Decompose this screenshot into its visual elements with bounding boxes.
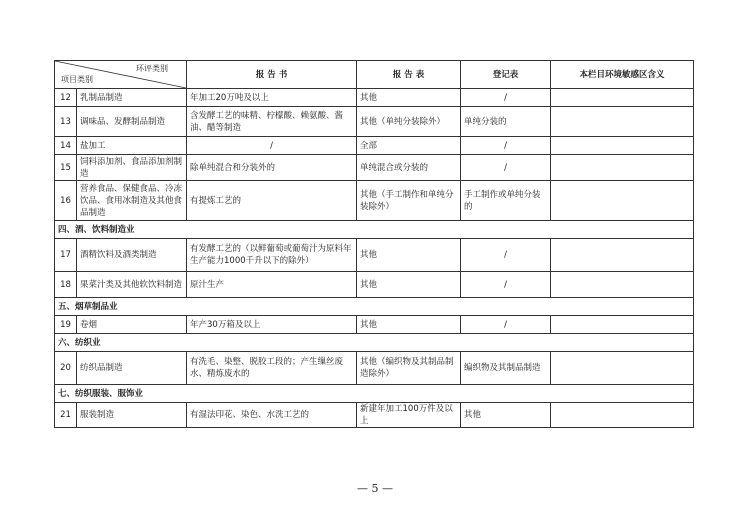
row-number: 14 (55, 137, 77, 155)
page-number: — 5 — (357, 482, 393, 495)
row-number: 13 (55, 107, 77, 137)
register-table-cell: / (461, 272, 551, 298)
row-number: 18 (55, 272, 77, 298)
table-row (55, 155, 694, 181)
table-row (55, 239, 694, 272)
sensitive-area-cell (551, 239, 694, 272)
eia-category-label: 环评类别 (136, 64, 168, 73)
register-table-cell: / (461, 89, 551, 107)
sensitive-area-cell (551, 272, 694, 298)
diagonal-header-cell (55, 61, 187, 89)
register-table-cell: / (461, 316, 551, 334)
header-row (55, 61, 694, 89)
report-book-cell: / (187, 137, 357, 155)
table-row (55, 107, 694, 137)
report-table-cell: 其他（编织物及其制品制造除外） (357, 352, 461, 385)
row-number: 12 (55, 89, 77, 107)
register-table-header: 登记表 (461, 61, 551, 89)
project-category: 纺织品制造 (77, 352, 187, 385)
row-number: 21 (55, 403, 77, 428)
report-table-cell: 新建年加工100万件及以上 (357, 403, 461, 428)
sensitive-area-cell (551, 181, 694, 221)
report-book-cell: 年产30万箱及以上 (187, 316, 357, 334)
report-book-header: 报 告 书 (187, 61, 357, 89)
project-category: 饲料添加剂、食品添加剂制造 (77, 155, 187, 181)
report-table-cell: 其他（手工制作和单纯分装除外） (357, 181, 461, 221)
register-table-cell: / (461, 155, 551, 181)
project-category: 乳制品制造 (77, 89, 187, 107)
project-category: 果菜汁类及其他软饮料制造 (77, 272, 187, 298)
section-header-row (55, 334, 694, 352)
sensitive-area-cell (551, 403, 694, 428)
register-table-cell: / (461, 239, 551, 272)
report-table-cell: 单纯混合或分装的 (357, 155, 461, 181)
table-row (55, 181, 694, 221)
report-book-cell: 有提炼工艺的 (187, 181, 357, 221)
register-table-cell: 单纯分装的 (461, 107, 551, 137)
report-book-cell: 有洗毛、染整、脱胶工段的；产生缫丝废水、精炼废水的 (187, 352, 357, 385)
table-body (55, 61, 694, 428)
report-table-cell: 其他 (357, 272, 461, 298)
report-book-cell: 有发酵工艺的（以鲜葡萄或葡萄汁为原料年生产能力1000千升以下的除外） (187, 239, 357, 272)
sensitive-area-cell (551, 155, 694, 181)
sensitive-area-cell (551, 352, 694, 385)
report-table-cell: 其他 (357, 89, 461, 107)
register-table-cell: 其他 (461, 403, 551, 428)
sensitive-area-header: 本栏目环境敏感区含义 (551, 61, 694, 89)
project-category: 酒精饮料及酒类制造 (77, 239, 187, 272)
table-row (55, 403, 694, 428)
eia-category-table (54, 60, 694, 428)
project-category: 盐加工 (77, 137, 187, 155)
sensitive-area-cell (551, 316, 694, 334)
register-table-cell: 编织物及其制品制造 (461, 352, 551, 385)
report-book-cell: 原汁生产 (187, 272, 357, 298)
section-title: 四、酒、饮料制造业 (55, 221, 694, 239)
report-table-cell: 其他 (357, 316, 461, 334)
section-header-row (55, 385, 694, 403)
table-row (55, 352, 694, 385)
report-table-cell: 全部 (357, 137, 461, 155)
row-number: 17 (55, 239, 77, 272)
project-category: 调味品、发酵制品制造 (77, 107, 187, 137)
report-book-cell: 除单纯混合和分装外的 (187, 155, 357, 181)
sensitive-area-cell (551, 137, 694, 155)
section-header-row (55, 221, 694, 239)
section-title: 五、烟草制品业 (55, 298, 694, 316)
project-category: 营养食品、保健食品、冷冻饮品、食用冰制造及其他食品制造 (77, 181, 187, 221)
project-category-label: 项目类别 (61, 75, 93, 84)
sensitive-area-cell (551, 89, 694, 107)
row-number: 16 (55, 181, 77, 221)
report-book-cell: 含发酵工艺的味精、柠檬酸、赖氨酸、酱油、醋等制造 (187, 107, 357, 137)
sensitive-area-cell (551, 107, 694, 137)
section-title: 六、纺织业 (55, 334, 694, 352)
report-table-cell: 其他（单纯分装除外） (357, 107, 461, 137)
table-row (55, 316, 694, 334)
report-book-cell: 年加工20万吨及以上 (187, 89, 357, 107)
row-number: 15 (55, 155, 77, 181)
table-row (55, 137, 694, 155)
table-row (55, 89, 694, 107)
row-number: 19 (55, 316, 77, 334)
section-header-row (55, 298, 694, 316)
register-table-cell: / (461, 137, 551, 155)
report-book-cell: 有湿法印花、染色、水洗工艺的 (187, 403, 357, 428)
table-row (55, 272, 694, 298)
project-category: 服装制造 (77, 403, 187, 428)
project-category: 卷烟 (77, 316, 187, 334)
row-number: 20 (55, 352, 77, 385)
section-title: 七、纺织服装、服饰业 (55, 385, 694, 403)
report-table-cell: 其他 (357, 239, 461, 272)
register-table-cell: 手工制作或单纯分装的 (461, 181, 551, 221)
report-table-header: 报 告 表 (357, 61, 461, 89)
